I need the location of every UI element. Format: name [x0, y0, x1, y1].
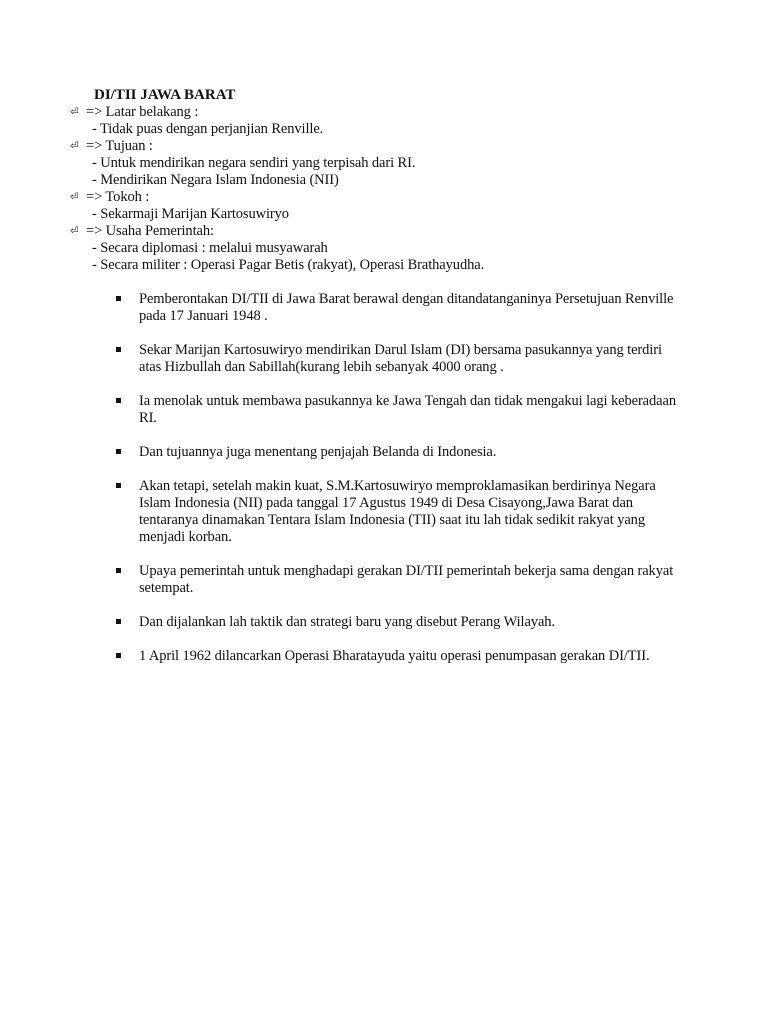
bullet-item	[116, 291, 676, 325]
bullet-item	[116, 648, 676, 665]
outline-heading-text: => Usaha Pemerintah:	[86, 223, 214, 239]
bullet-text: Pemberontakan DI/TII di Jawa Barat berawal dengan ditandatanganinya Persetujuan Renville pada 17 Januari 1948 .	[139, 291, 674, 324]
outline-detail: - Secara militer : Operasi Pagar Betis (rakyat), Operasi Brathayudha.	[92, 257, 485, 273]
outline-detail: - Tidak puas dengan perjanjian Renville.	[92, 121, 324, 137]
square-bullet-icon	[116, 296, 121, 301]
bullet-text: Ia menolak untuk membawa pasukannya ke Jawa Tengah dan tidak mengakui lagi keberadaan RI.	[139, 393, 676, 426]
return-arrow-icon: ⏎	[70, 192, 79, 203]
square-bullet-icon	[116, 449, 121, 454]
outline-heading-tokoh	[70, 189, 730, 206]
square-bullet-icon	[116, 619, 121, 624]
bullet-list	[116, 291, 676, 682]
return-arrow-icon: ⏎	[70, 107, 79, 118]
document-title: DI/TII JAWA BARAT	[94, 87, 236, 103]
square-bullet-icon	[116, 347, 121, 352]
bullet-item	[116, 444, 676, 461]
bullet-item	[116, 478, 676, 546]
bullet-item	[116, 393, 676, 427]
return-arrow-icon: ⏎	[70, 141, 79, 152]
outline-heading-text: => Tujuan :	[86, 138, 153, 154]
return-arrow-icon: ⏎	[70, 226, 79, 237]
bullet-text: Dan tujuannya juga menentang penjajah Belanda di Indonesia.	[139, 444, 497, 460]
bullet-text: Sekar Marijan Kartosuwiryo mendirikan Darul Islam (DI) bersama pasukannya yang terdiri atas Hizbullah dan Sabillah(kurang lebih sebanyak 4000 orang .	[139, 342, 662, 375]
summary-outline	[70, 104, 730, 274]
outline-detail: - Untuk mendirikan negara sendiri yang terpisah dari RI.	[92, 155, 416, 171]
outline-detail: - Sekarmaji Marijan Kartosuwiryo	[92, 206, 289, 222]
outline-detail: - Secara diplomasi : melalui musyawarah	[92, 240, 328, 256]
bullet-text: Dan dijalankan lah taktik dan strategi baru yang disebut Perang Wilayah.	[139, 614, 555, 630]
bullet-item	[116, 563, 676, 597]
outline-heading-text: => Latar belakang :	[86, 104, 199, 120]
bullet-item	[116, 614, 676, 631]
outline-detail: - Mendirikan Negara Islam Indonesia (NII)	[92, 172, 339, 188]
square-bullet-icon	[116, 398, 121, 403]
square-bullet-icon	[116, 568, 121, 573]
bullet-text: 1 April 1962 dilancarkan Operasi Bharatayuda yaitu operasi penumpasan gerakan DI/TII.	[139, 648, 650, 664]
bullet-item	[116, 342, 676, 376]
square-bullet-icon	[116, 653, 121, 658]
bullet-text: Akan tetapi, setelah makin kuat, S.M.Kartosuwiryo memproklamasikan berdirinya Negara Islam Indonesia (NII) pada tanggal 17 Agustus 1949 di Desa Cisayong,Jawa Barat dan tentaranya dinamakan Tentara Islam Indonesia (TII) saat itu lah tidak sedikit rakyat yang menjadi korban.	[139, 478, 656, 545]
outline-heading-text: => Tokoh :	[86, 189, 150, 205]
bullet-text: Upaya pemerintah untuk menghadapi gerakan DI/TII pemerintah bekerja sama dengan rakyat setempat.	[139, 563, 674, 596]
square-bullet-icon	[116, 483, 121, 488]
outline-heading-usaha-pemerintah	[70, 223, 730, 240]
outline-heading-latar-belakang	[70, 104, 730, 121]
outline-heading-tujuan	[70, 138, 730, 155]
